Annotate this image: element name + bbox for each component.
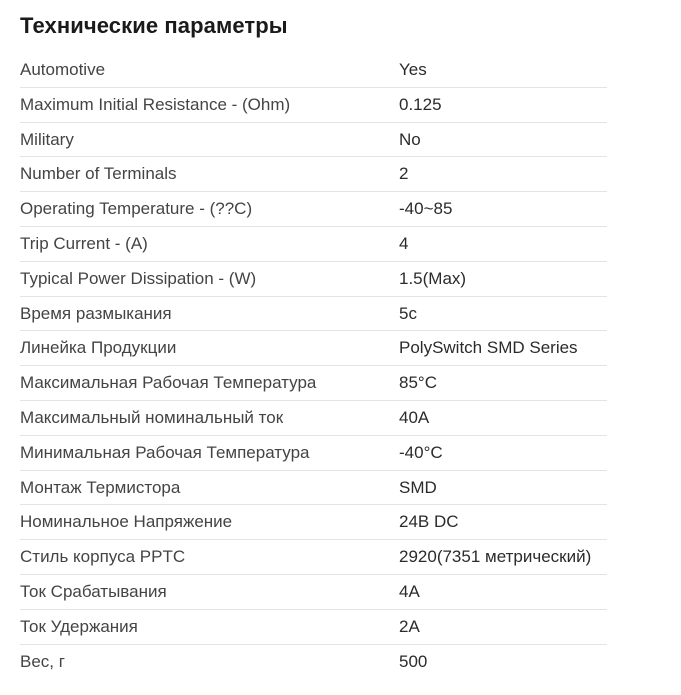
spec-row <box>20 540 607 575</box>
spec-value: 2920(7351 метрический) <box>399 547 592 567</box>
spec-value: 4A <box>399 581 420 601</box>
spec-value: 5c <box>399 303 417 323</box>
spec-value: Yes <box>399 60 427 79</box>
spec-value: SMD <box>399 477 437 497</box>
spec-label: Operating Temperature - (??C) <box>20 199 253 219</box>
spec-label: Вес, г <box>20 651 65 671</box>
spec-row <box>20 471 607 506</box>
spec-row <box>20 157 607 192</box>
spec-value: 40A <box>399 407 430 427</box>
spec-label: Automotive <box>20 60 106 79</box>
spec-row <box>20 575 607 610</box>
spec-row <box>20 262 607 297</box>
spec-value: No <box>399 129 421 149</box>
spec-row <box>20 123 607 158</box>
spec-label: Ток Удержания <box>20 616 138 636</box>
page-title: Технические параметры <box>20 13 288 38</box>
spec-row <box>20 436 607 471</box>
spec-value: 85°C <box>399 373 437 393</box>
spec-row <box>20 53 607 88</box>
spec-value: 24В DC <box>399 512 459 532</box>
spec-label: Минимальная Рабочая Температура <box>20 442 310 462</box>
spec-row <box>20 401 607 436</box>
spec-value: PolySwitch SMD Series <box>399 338 578 358</box>
spec-value: 2A <box>399 616 420 636</box>
spec-label: Номинальное Напряжение <box>20 512 233 532</box>
spec-label: Максимальная Рабочая Температура <box>20 373 317 393</box>
spec-row <box>20 88 607 123</box>
spec-row <box>20 331 607 366</box>
spec-label: Typical Power Dissipation - (W) <box>20 268 257 288</box>
spec-row <box>20 505 607 540</box>
spec-label: Ток Срабатывания <box>20 581 167 601</box>
spec-value: 0.125 <box>399 94 442 114</box>
spec-label: Maximum Initial Resistance - (Ohm) <box>20 94 291 114</box>
spec-row <box>20 366 607 401</box>
spec-label: Максимальный номинальный ток <box>20 407 284 427</box>
spec-value: -40~85 <box>399 199 453 219</box>
spec-label: Время размыкания <box>20 303 172 323</box>
spec-value: 4 <box>399 233 409 253</box>
spec-row <box>20 610 607 645</box>
spec-value: 1.5(Max) <box>399 268 467 288</box>
spec-value: 2 <box>399 164 409 184</box>
spec-value: 500 <box>399 651 428 671</box>
spec-value: -40°C <box>399 442 443 462</box>
spec-label: Стиль корпуса PPTC <box>20 547 186 567</box>
spec-label: Trip Current - (A) <box>20 233 148 253</box>
spec-label: Линейка Продукции <box>20 338 177 358</box>
spec-row <box>20 227 607 262</box>
spec-label: Number of Terminals <box>20 164 177 184</box>
spec-label: Монтаж Термистора <box>20 477 181 497</box>
spec-row <box>20 192 607 227</box>
spec-row <box>20 297 607 332</box>
spec-table <box>20 53 607 679</box>
spec-label: Military <box>20 129 74 149</box>
spec-row <box>20 645 607 680</box>
